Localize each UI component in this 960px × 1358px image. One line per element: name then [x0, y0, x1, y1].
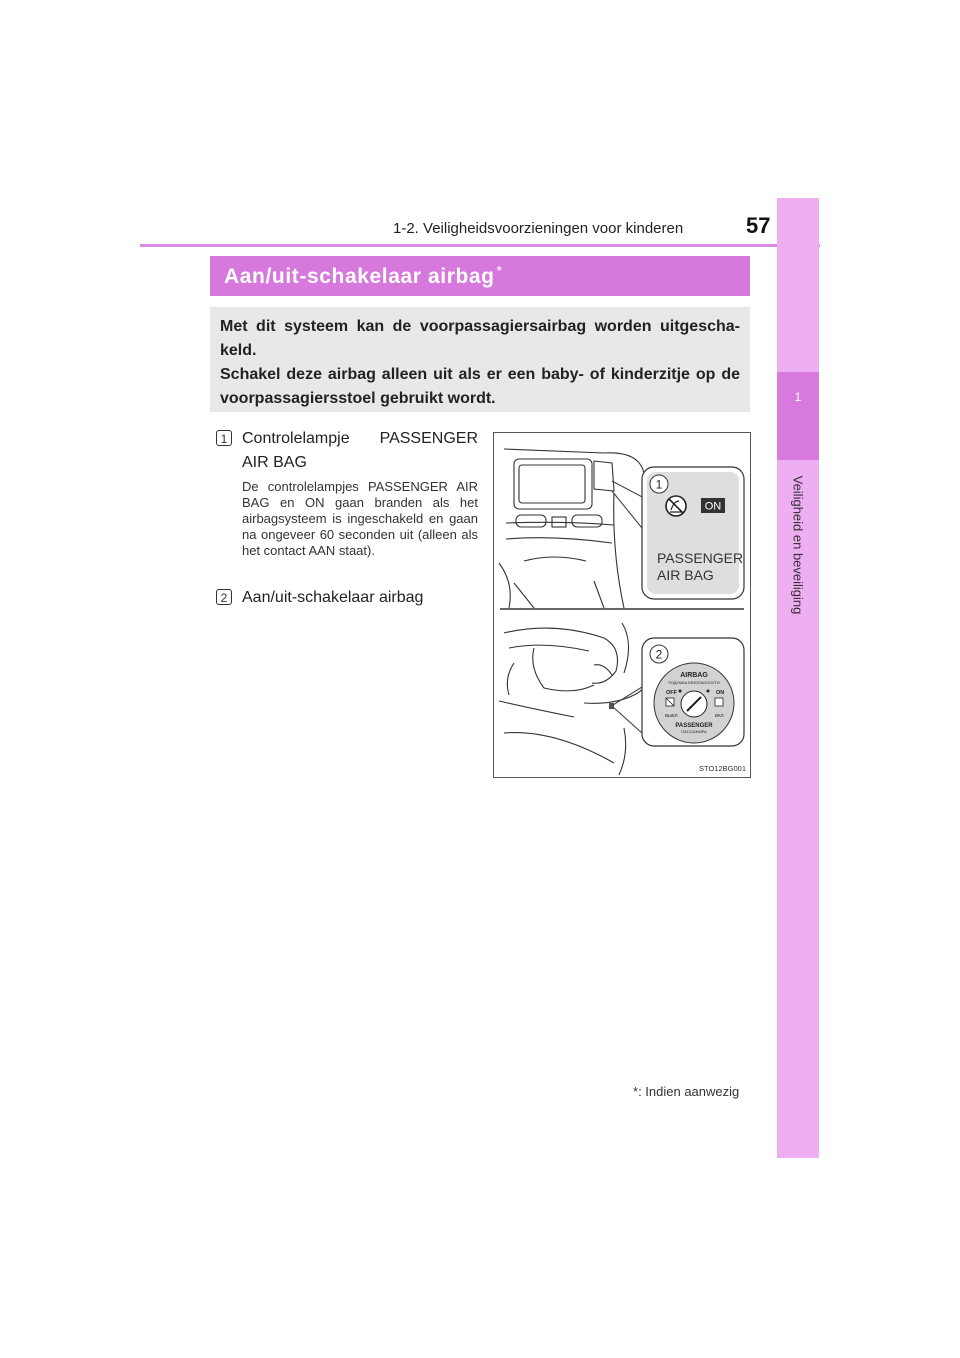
figure-illustration [493, 432, 751, 778]
passenger-indicator-line1: PASSENGER [657, 550, 744, 566]
airbag-figure-svg [494, 433, 750, 777]
callout-1-number: 1 [655, 477, 663, 492]
dashboard-drawing-top [499, 449, 646, 608]
on-indicator-label: ON [704, 500, 722, 513]
callout-2-number: 2 [655, 647, 663, 662]
footnote-text: : Indien aanwezig [638, 1084, 740, 1099]
item-description: De controlelampjes PASSENGER AIR BAG en ON gaan branden als het airbagsysteem is ingeschakeld en gaan na ongeveer 60 seconden uit (alleen als het contact AAN staat). [242, 479, 478, 558]
title-heading [224, 263, 502, 289]
side-tab-label: Veiligheid en beveiliging [790, 475, 806, 615]
dashboard-drawing-bottom [499, 623, 647, 775]
switch-title: AIRBAG [680, 672, 708, 679]
intro-box [210, 307, 750, 412]
item-number-badge: 1 [216, 430, 232, 446]
callout-1-indicator-panel [642, 467, 744, 599]
item-label: Controlelampje PASSENGER AIR BAG [242, 430, 478, 471]
intro-text: Met dit systeem kan de voorpassagiersairbag worden uitgescha-keld. Schakel deze airbag alleen uit als er een baby- of kinderzitje op de voorpassagiersstoel gebruikt wordt. [220, 318, 740, 407]
footnote-asterisk: * [633, 1084, 639, 1099]
airbag-off-small-icon [666, 698, 674, 706]
header-rule [140, 244, 820, 247]
side-tab [777, 198, 819, 1158]
switch-off-dot [679, 690, 682, 693]
callout-2-switch-panel [642, 638, 744, 746]
switch-off-label-ru: ВЫКЛ [665, 713, 678, 718]
figure-code: STO12BG001 [699, 764, 746, 773]
switch-title-ru: ПОДУШКА БЕЗОПАСНОСТИ [668, 681, 720, 685]
item-number-badge: 2 [216, 589, 232, 605]
side-tab-chapter: 1 [794, 390, 802, 404]
switch-on-label-ru: ВКЛ [715, 713, 724, 718]
switch-on-label: ON [716, 690, 725, 696]
airbag-on-small-icon [715, 698, 723, 706]
switch-off-label: OFF [666, 690, 677, 696]
switch-passenger-label-ru: ПАССАЖИРА [681, 729, 707, 734]
side-tab-active [777, 372, 819, 460]
passenger-indicator-line2: AIR BAG [657, 567, 714, 583]
footnote [633, 1084, 739, 1099]
header-text: 1-2. Veiligheidsvoorzieningen voor kinderen [393, 220, 684, 237]
switch-passenger-label: PASSENGER [675, 723, 713, 729]
title-bar [210, 256, 750, 296]
airbag-off-icon [666, 496, 686, 516]
title-text: Aan/uit-schakelaar airbag [224, 265, 495, 288]
item-label: Aan/uit-schakelaar airbag [242, 589, 424, 606]
switch-on-dot [707, 690, 710, 693]
title-asterisk: * [496, 263, 503, 278]
page-number: 57 [746, 213, 771, 238]
